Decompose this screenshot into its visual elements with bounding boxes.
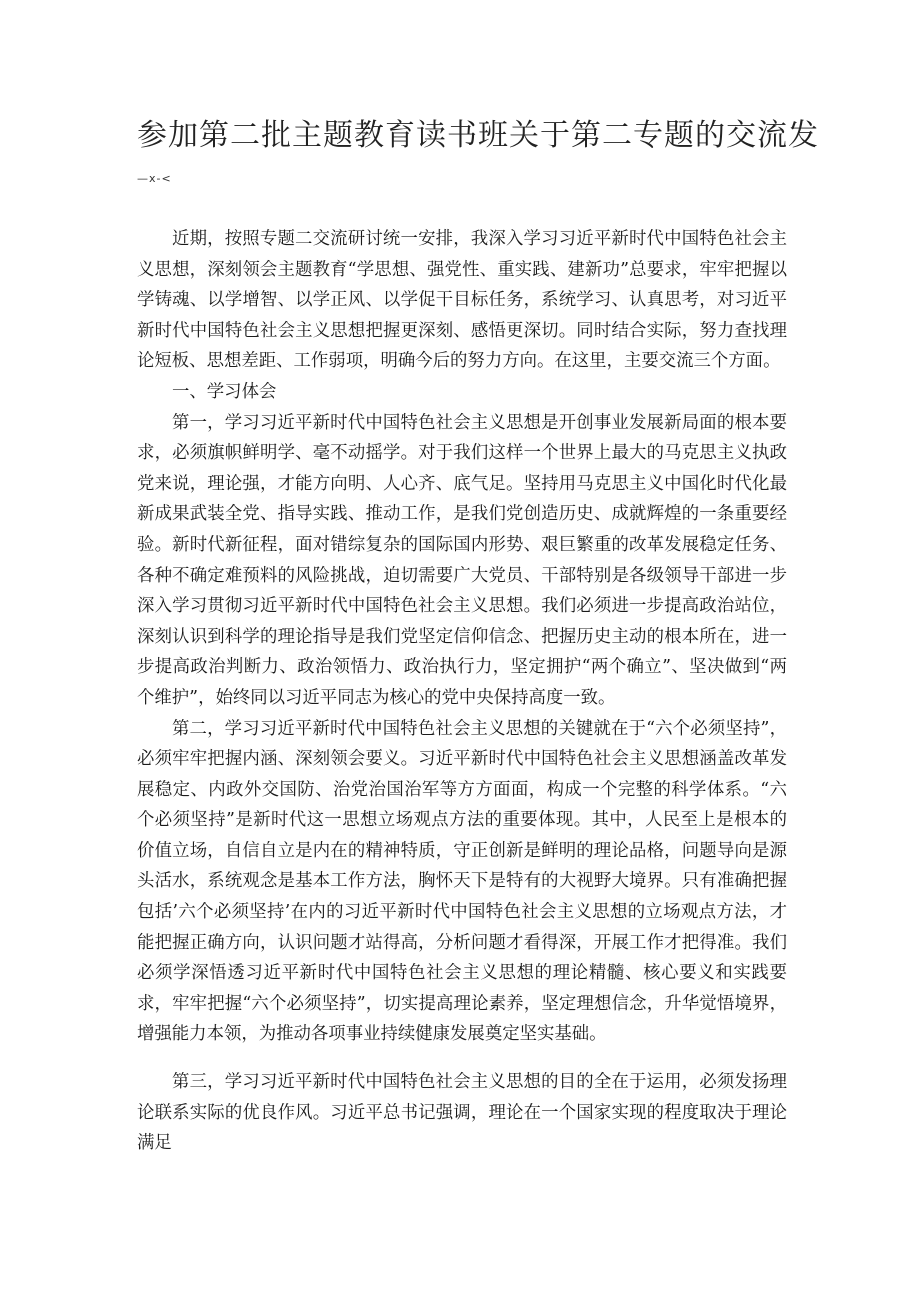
title-continuation: —x-< — [137, 172, 172, 185]
intro-paragraph: 近期，按照专题二交流研讨统一安排，我深入学习习近平新时代中国特色社会主义思想，深刻领会主题教育“学思想、强党性、重实践、建新功”总要求，牢牢把握以学铸魂、以学增智、以学正风、以学促干目标任务，系统学习、认真思考，对习近平新时代中国特色社会主义思想把握更深刻、感悟更深切。同时结合实际，努力查找理论短板、思想差距、工作弱项，明确今后的努力方向。在这里，主要交流三个方面。 — [137, 229, 787, 372]
paragraph-first-point: 第一，学习习近平新时代中国特色社会主义思想是开创事业发展新局面的根本要求，必须旗帜鲜明学、毫不动摇学。对于我们这样一个世界上最大的马克思主义执政党来说，理论强，才能方向明、人心齐、底气足。坚持用马克思主义中国化时代化最新成果武装全党、指导实践、推动工作，是我们党创造历史、成就辉煌的一条重要经验。新时代新征程，面对错综复杂的国际国内形势、艰巨繁重的改革发展稳定任务、各种不确定难预料的风险挑战，迫切需要广大党员、干部特别是各级领导干部进一步深入学习贯彻习近平新时代中国特色社会主义思想。我们必须进一步提高政治站位，深刻认识到科学的理论指导是我们党坚定信仰信念、把握历史主动的根本所在，进一步提高政治判断力、政治领悟力、政治执行力，坚定拥护“两个确立”、坚决做到“两个维护”，始终同以习近平同志为核心的党中央保持高度一致。 — [137, 412, 787, 708]
document-title: 参加第二批主题教育读书班关于第二专题的交流发 — [137, 118, 819, 153]
paragraph-second-point: 第二，学习习近平新时代中国特色社会主义思想的关键就在于“六个必须坚持”，必须牢牢把握内涵、深刻领会要义。习近平新时代中国特色社会主义思想涵盖改革发展稳定、内政外交国防、治党治国治军等方方面面，构成一个完整的科学体系。“六个必须坚持”是新时代这一思想立场观点方法的重要体现。其中，人民至上是根本的价值立场，自信自立是内在的精神特质，守正创新是鲜明的理论品格，问题导向是源头活水，系统观念是基本工作方法，胸怀天下是特有的大视野大境界。只有准确把握包括’六个必须坚持’在内的习近平新时代中国特色社会主义思想的立场观点方法，才能把握正确方向，认识问题才站得高，分析问题才看得深，开展工作才把得准。我们必须学深悟透习近平新时代中国特色社会主义思想的理论精髓、核心要义和实践要求，牢牢把握“六个必须坚持”，切实提高理论素养，坚定理想信念，升华觉悟境界，增强能力本领，为推动各项事业持续健康发展奠定坚实基础。 — [137, 718, 787, 1045]
document-body — [137, 224, 787, 1159]
section-heading: 一、学习体会 — [172, 381, 277, 402]
paragraph-third-point: 第三，学习习近平新时代中国特色社会主义思想的目的全在于运用，必须发扬理论联系实际的优良作风。习近平总书记强调，理论在一个国家实现的程度取决于理论满足 — [137, 1072, 787, 1154]
